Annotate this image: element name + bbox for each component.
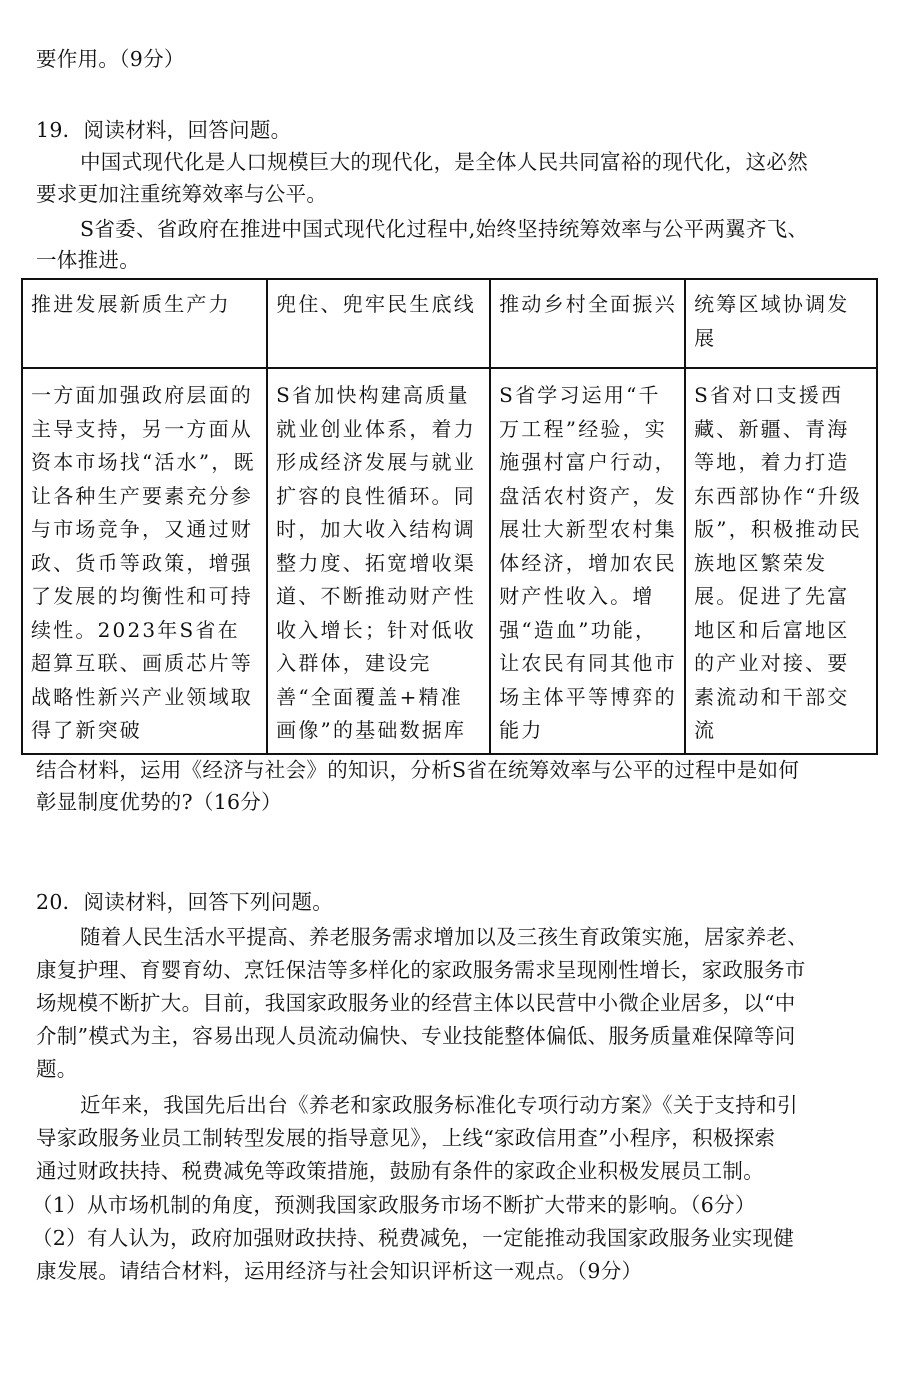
- q20-title: 20．阅读材料，回答下列问题。: [36, 890, 334, 914]
- q19-title: 19．阅读材料，回答问题。: [36, 118, 292, 142]
- table-header-cell: 统筹区域协调发展: [685, 279, 877, 368]
- q19-question-line-1: 结合材料，运用《经济与社会》的知识，分析S省在统筹效率与公平的过程中是如何: [36, 758, 800, 782]
- q20-paragraph-2-line-3: 通过财政扶持、税费减免等政策措施，鼓励有条件的家政企业积极发展员工制。: [36, 1159, 764, 1183]
- previous-question-tail: 要作用。（9分）: [36, 47, 185, 71]
- q19-material-table: [21, 278, 878, 755]
- table-cell: S省加快构建高质量就业创业体系，着力形成经济发展与就业扩容的良性循环。同时，加大收入结构调整力度、拓宽增收渠道、不断推动财产性收入增长；针对低收入群体，建设完善“全面覆盖+精准画像”的基础数据库: [267, 368, 490, 754]
- table-header-cell: 兜住、兜牢民生底线: [267, 279, 490, 368]
- q20-subquestion-1: （1）从市场机制的角度，预测我国家政服务市场不断扩大带来的影响。（6分）: [32, 1193, 756, 1217]
- q20-paragraph-1-line-1: 随着人民生活水平提高、养老服务需求增加以及三孩生育政策实施，居家养老、: [80, 925, 808, 949]
- table-cell: S省对口支援西藏、新疆、青海等地，着力打造东西部协作“升级版”，积极推动民族地区繁荣发展。促进了先富地区和后富地区的产业对接、要素流动和干部交流: [685, 368, 877, 754]
- q19-question-line-2: 彰显制度优势的?（16分）: [36, 790, 282, 814]
- q20-subquestion-2-line-2: 康发展。请结合材料，运用经济与社会知识评析这一观点。（9分）: [36, 1259, 643, 1283]
- table-row: [22, 368, 877, 754]
- table-header-cell: 推动乡村全面振兴: [490, 279, 685, 368]
- q20-paragraph-1-line-3: 场规模不断扩大。目前，我国家政服务业的经营主体以民营中小微企业居多，以“中: [36, 991, 796, 1015]
- q19-paragraph-1-line-1: 中国式现代化是人口规模巨大的现代化，是全体人民共同富裕的现代化，这必然: [80, 150, 808, 174]
- q20-paragraph-1-line-4: 介制”模式为主，容易出现人员流动偏快、专业技能整体偏低、服务质量难保障等问: [36, 1024, 796, 1048]
- q19-paragraph-1-line-2: 要求更加注重统筹效率与公平。: [36, 182, 328, 206]
- q20-subquestion-2-line-1: （2）有人认为，政府加强财政扶持、税费减免，一定能推动我国家政服务业实现健: [32, 1226, 795, 1250]
- q20-paragraph-1-line-5: 题。: [36, 1057, 78, 1081]
- table-cell: 一方面加强政府层面的主导支持，另一方面从资本市场找“活水”，既让各种生产要素充分参与市场竞争，又通过财政、货币等政策，增强了发展的均衡性和可持续性。2023年S省在超算互联、画质芯片等战略性新兴产业领域取得了新突破: [22, 368, 267, 754]
- q20-paragraph-1-line-2: 康复护理、育婴育幼、烹饪保洁等多样化的家政服务需求呈现刚性增长，家政服务市: [36, 958, 806, 982]
- q20-paragraph-2-line-1: 近年来，我国先后出台《养老和家政服务标准化专项行动方案》《关于支持和引: [80, 1093, 798, 1117]
- q19-paragraph-2-line-2: 一体推进。: [36, 248, 140, 272]
- q20-paragraph-2-line-2: 导家政服务业员工制转型发展的指导意见》，上线“家政信用查”小程序，积极探索: [36, 1126, 776, 1150]
- table-cell: S省学习运用“千万工程”经验，实施强村富户行动，盘活农村资产，发展壮大新型农村集体经济，增加农民财产性收入。增强“造血”功能，让农民有同其他市场主体平等博弈的能力: [490, 368, 685, 754]
- table-header-row: [22, 279, 877, 368]
- q19-paragraph-2-line-1: S省委、省政府在推进中国式现代化过程中,始终坚持统筹效率与公平两翼齐飞、: [80, 217, 809, 241]
- table-header-cell: 推进发展新质生产力: [22, 279, 267, 368]
